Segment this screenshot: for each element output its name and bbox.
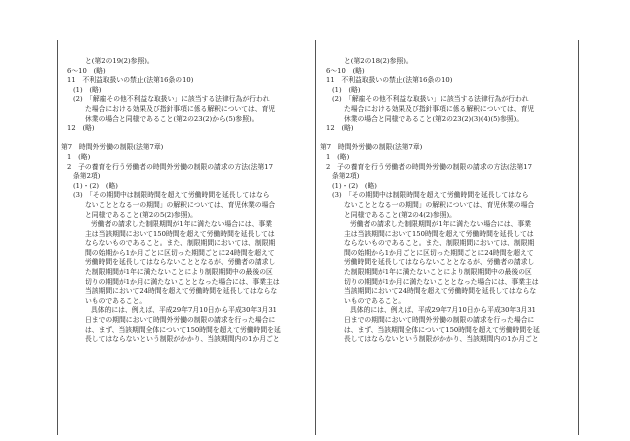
text-line: 条第2項) <box>73 172 101 181</box>
text-line: と同様であること(第2の4(2)参照)。 <box>344 210 456 219</box>
text-line: 日までの期間において時間外労働の制限の請求を行った場合に <box>344 316 535 325</box>
text-line: (2) 「解雇その他不利益な取扱い」に該当する法律行為が行われ <box>73 95 270 104</box>
text-line: 具体的には、例えば、平成29年7月10日から平成30年3月31 <box>350 306 536 315</box>
text-line: た制限期間が1年に満たないことにより制限期間中の最後の区 <box>85 268 273 277</box>
text-line: 休業の場合と同様であること(第2の23(2)(3)(4)(5)参照)。 <box>344 114 524 123</box>
text-line: 12 (略) <box>326 124 354 133</box>
text-line: 主は当該期間において150時間を超えて労働時間を延長しては <box>344 229 534 238</box>
text-line: 第7 時間外労働の制限(法第7章) <box>61 143 164 152</box>
text-line: は、まず、当該期間全体について150時間を超えて労働時間を延 <box>344 325 540 334</box>
text-line: 労働者の請求した制限期間が1年に満たない場合には、事業 <box>350 220 532 229</box>
text-line: (1)・(2) (略) <box>73 181 118 190</box>
text-line: (1) (略) <box>332 85 361 94</box>
text-line: と(第2の18(2)参照)。 <box>344 57 413 65</box>
text-line: 労働時間を延長してはならないこととなるが、労働者の請求し <box>85 258 276 267</box>
text-line: 2 子の養育を行う労働者の時間外労働の制限の請求の方法(法第17 <box>67 162 273 171</box>
text-line: 日までの期間において時間外労働の制限の請求を行った場合に <box>85 316 276 325</box>
right-column-current <box>320 57 570 345</box>
text-line: 長してはならないという制限がかかり、当該期間内の1か月ごと <box>85 335 280 344</box>
text-line: (3) 「その期間中は制限時間を超えて労働時間を延長してはなら <box>332 191 529 200</box>
text-line: 6〜10 (略) <box>326 66 365 75</box>
text-line: 第7 時間外労働の制限(法第7章) <box>320 143 423 152</box>
text-line: 具体的には、例えば、平成29年7月10日から平成30年3月31 <box>91 306 277 315</box>
text-line: た場合における効果及び指針事項に係る解釈については、育児 <box>85 104 276 113</box>
text-line: (2) 「解雇その他不利益な取扱い」に該当する法律行為が行われ <box>332 95 529 104</box>
text-line: 2 子の養育を行う労働者の時間外労働の制限の請求の方法(法第17 <box>326 162 532 171</box>
text-line: ならないものであること。また、制限期間においては、制限期 <box>85 239 276 248</box>
text-line: 労働時間を延長してはならないこととなるが、労働者の請求し <box>344 258 535 267</box>
text-line: ないこととなる一の期間」の解釈については、育児休業の場合 <box>85 200 276 209</box>
left-column-revised <box>61 57 311 345</box>
text-line: (1) (略) <box>73 85 102 94</box>
text-line: ならないものであること。また、制限期間においては、制限期 <box>344 239 535 248</box>
text-line: (3) 「その期間中は制限時間を超えて労働時間を延長してはなら <box>73 191 270 200</box>
text-line: た場合における効果及び指針事項に係る解釈については、育児 <box>344 104 535 113</box>
text-line: 12 (略) <box>67 124 95 133</box>
column-divider <box>315 40 316 435</box>
text-line: 間の始期から1か月ごとに区切った期間ごとに24時間を超えて <box>344 248 534 257</box>
text-line: (1)・(2) (略) <box>332 181 377 190</box>
text-line: 条第2項) <box>332 172 360 181</box>
text-line: と同様であること(第2の5(2)参照)。 <box>85 210 197 219</box>
text-line: 当該期間において24時間を超えて労働時間を延長してはならな <box>85 287 278 296</box>
text-line: 11 不利益取扱いの禁止(法第16条の10) <box>67 76 194 85</box>
text-line: は、まず、当該期間全体について150時間を超えて労働時間を延 <box>85 325 281 334</box>
text-line: 間の始期から1か月ごとに区切った期間ごとに24時間を超えて <box>85 248 275 257</box>
text-line: 6〜10 (略) <box>67 66 106 75</box>
text-line <box>320 134 570 144</box>
text-line: た制限期間が1年に満たないことにより制限期間中の最後の区 <box>344 268 532 277</box>
text-line: 11 不利益取扱いの禁止(法第16条の10) <box>326 76 453 85</box>
text-line: 労働者の請求した制限期間が1年に満たない場合には、事業 <box>91 220 273 229</box>
text-line: 主は当該期間において150時間を超えて労働時間を延長しては <box>85 229 275 238</box>
text-line <box>61 134 311 144</box>
text-line: 1 (略) <box>326 152 350 161</box>
text-line: ないこととなる一の期間」の解釈については、育児休業の場合 <box>344 200 535 209</box>
text-line: 1 (略) <box>67 152 91 161</box>
text-line: いものであること。 <box>85 296 147 305</box>
text-line: 切りの期間が1か月に満たないこととなった場合には、事業主は <box>344 277 539 286</box>
text-line: と(第2の19(2)参照)。 <box>85 57 154 65</box>
text-line: 休業の場合と同様であること(第2の23(2)から(5)参照)。 <box>85 114 259 123</box>
text-line: 切りの期間が1か月に満たないこととなった場合には、事業主は <box>85 277 280 286</box>
text-line: いものであること。 <box>344 296 406 305</box>
text-line: 長してはならないという制限がかかり、当該期間内の1か月ごと <box>344 335 539 344</box>
text-line: 当該期間において24時間を超えて労働時間を延長してはならな <box>344 287 537 296</box>
